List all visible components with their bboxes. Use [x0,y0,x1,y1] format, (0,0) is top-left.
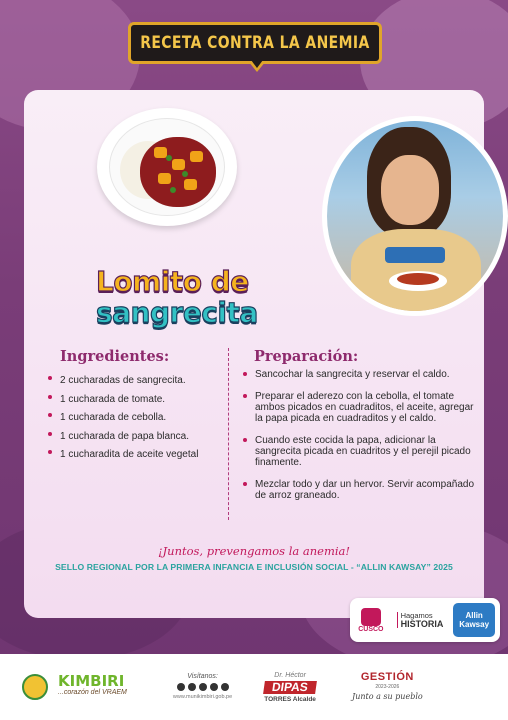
potato-icon [158,173,171,184]
potato-icon [154,147,167,158]
preparation-step: Cuando este cocida la papa, adicionar la sangrecita picada en cuadritos y el perejil picado finamente. [243,435,479,468]
ingredient-item: 1 cucharadita de aceite vegetal [48,446,218,465]
kimbiri-tagline: ...corazón del VRAEM [58,689,127,696]
potato-icon [172,159,185,170]
preparation-step: Sancochar la sangrecita y reservar el caldo. [243,369,479,380]
herb-icon [182,171,188,177]
kimbiri-logo [58,672,127,699]
allin-kawsay-logo: Allin Kawsay [453,603,495,637]
ingredients-list [48,372,218,465]
page-title: RECETA CONTRA LA ANEMIA [140,33,370,53]
herb-icon [170,187,176,193]
gestion-logo [352,672,423,702]
mayor-name: DIPAS [263,681,317,694]
ingredient-item: 1 cucharada de papa blanca. [48,428,218,447]
preparation-step: Preparar el aderezo con la cebolla, el tomate ambos picados en cuadraditos, el aceite, agregar la papa picada en cuadraditos y el caldo. [243,391,479,424]
potato-icon [190,151,203,162]
gestion-title: GESTIÓN [360,671,414,683]
herb-icon [166,155,172,161]
child-face [381,155,439,225]
child-shirt [351,229,481,311]
section-divider [228,348,229,520]
dish-title-line2: sangrecita [96,296,258,329]
seal-caption: SELLO REGIONAL POR LA PRIMERA INFANCIA E INCLUSIÓN SOCIAL - “ALLIN KAWSAY” 2025 [55,562,453,572]
instagram-icon[interactable] [210,683,218,691]
preparation-heading: Preparación: [254,348,359,365]
ingredient-item: 1 cucharada de tomate. [48,391,218,410]
mayor-logo [264,670,316,705]
dish-title [96,266,296,328]
social-icons [173,683,232,691]
footer [0,654,508,720]
slogan: ¡Juntos, prevengamos la anemia! [157,544,351,558]
hagamos-historia-logo [397,612,444,628]
dish-photo [97,108,237,226]
plate-icon [109,118,225,216]
gestion-years: 2023-2026 [375,684,400,690]
stew-icon [140,137,216,207]
cusco-emblem-icon [361,608,381,626]
child-photo-image [327,121,503,311]
hagamos-text: Hagamos [400,611,433,620]
municipal-crest-icon [22,674,48,700]
preparation-list [243,369,479,512]
cusco-logo-text: CUSCO [358,625,384,633]
web-icon[interactable] [221,683,229,691]
ingredient-item: 2 cucharadas de sangrecita. [48,372,218,391]
mayor-prefix: Dr. Héctor [274,671,306,679]
gestion-tagline: Junto a su pueblo [351,692,423,701]
whatsapp-icon[interactable] [199,683,207,691]
kimbiri-name: KIMBIRI [58,672,125,690]
partner-logos [350,598,500,642]
tiktok-icon[interactable] [188,683,196,691]
potato-icon [184,179,197,190]
website-link[interactable]: www.munikimbiri.gob.pe [172,694,233,700]
ingredient-item: 1 cucharada de cebolla. [48,409,218,428]
historia-text: HISTORIA [400,619,444,629]
preparation-step: Mezclar todo y dar un hervor. Servir acompañado de arroz graneado. [243,479,479,501]
facebook-icon[interactable] [177,683,185,691]
child-food-icon [397,273,439,285]
cusco-logo [355,608,387,633]
child-photo [322,116,508,316]
dish-title-line1: Lomito de [96,265,249,298]
ingredients-heading: Ingredientes: [60,348,170,365]
visit-block [173,672,232,702]
banner-pointer-inner [251,60,263,68]
mayor-subtitle: TORRES Alcalde [264,695,316,703]
child-shirt-print [385,247,445,263]
title-banner [128,22,382,64]
visit-label: Visítanos: [187,673,218,680]
